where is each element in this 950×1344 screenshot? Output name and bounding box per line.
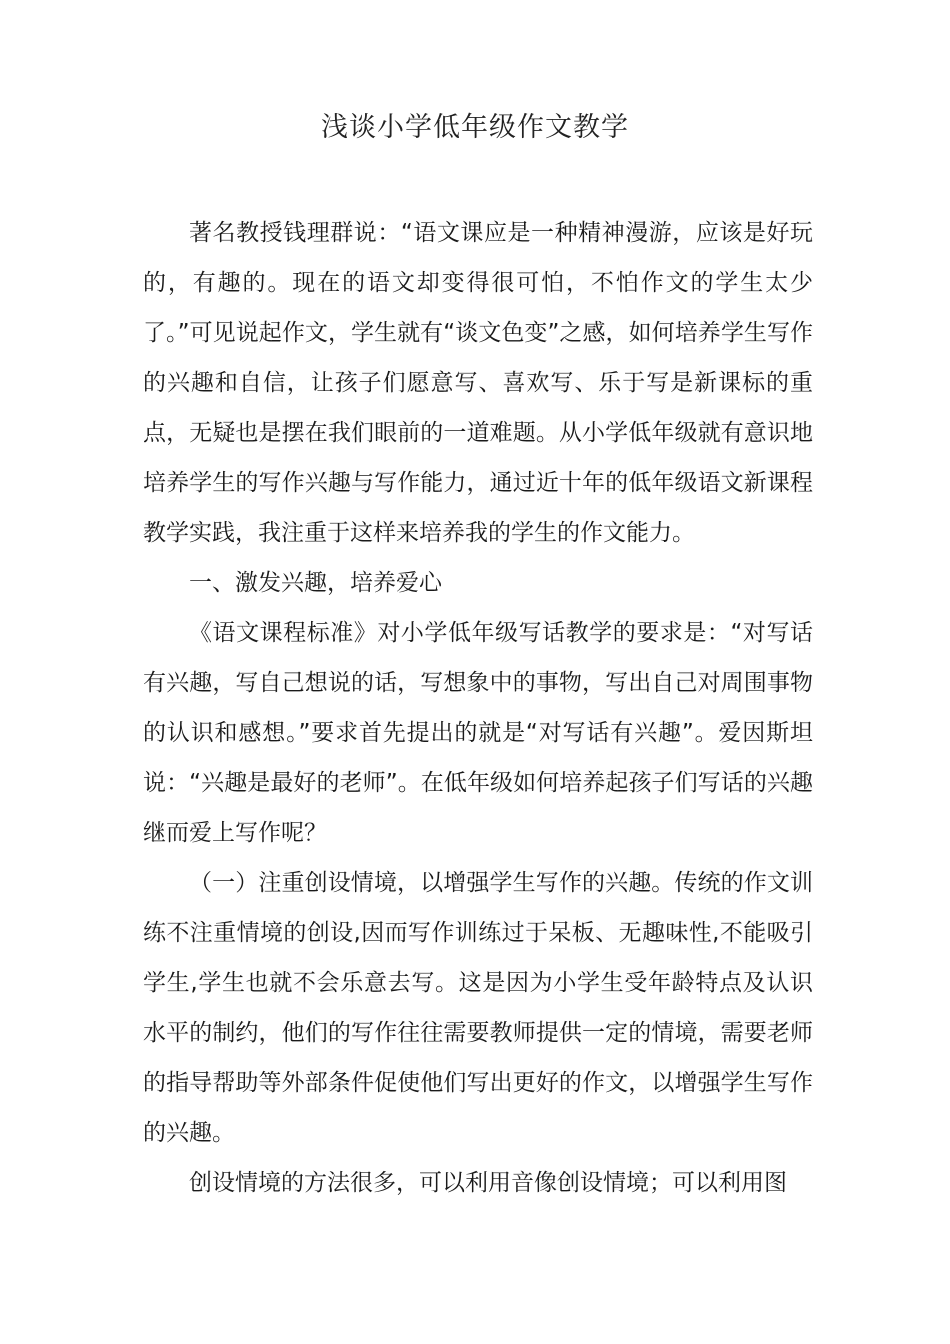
document-title: 浅谈小学低年级作文教学: [321, 112, 629, 143]
paragraph-methods: 创设情境的方法很多，可以利用音像创设情境；可以利用图: [189, 1170, 787, 1196]
paragraph-standard: 《语文课程标准》对小学低年级写话教学的要求是：“对写话有兴趣，写自己想说的话，写想象中的事物，写出自己对周围事物的认识和感想。”要求首先提出的就是“对写话有兴趣”。爱因斯坦说：“兴趣是最好的老师”。在低年级如何培养起孩子们写话的兴趣继而爱上写作呢？: [143, 620, 813, 846]
document-body: [143, 208, 813, 1208]
paragraph-subsection-1: （一）注重创设情境，以增强学生写作的兴趣。传统的作文训练不注重情境的创设,因而写作训练过于呆板、无趣味性,不能吸引学生,学生也就不会乐意去写。这是因为小学生受年龄特点及认识水平的制约，他们的写作往往需要教师提供一定的情境，需要老师的指导帮助等外部条件促使他们写出更好的作文，以增强学生写作的兴趣。: [143, 870, 813, 1146]
section-heading-1: 一、激发兴趣，培养爱心: [189, 570, 442, 596]
paragraph-intro: 著名教授钱理群说：“语文课应是一种精神漫游，应该是好玩的，有趣的。现在的语文却变得很可怕，不怕作文的学生太少了。”可见说起作文，学生就有“谈文色变”之感，如何培养学生写作的兴趣和自信，让孩子们愿意写、喜欢写、乐于写是新课标的重点，无疑也是摆在我们眼前的一道难题。从小学低年级就有意识地培养学生的写作兴趣与写作能力，通过近十年的低年级语文新课程教学实践，我注重于这样来培养我的学生的作文能力。: [143, 220, 813, 546]
